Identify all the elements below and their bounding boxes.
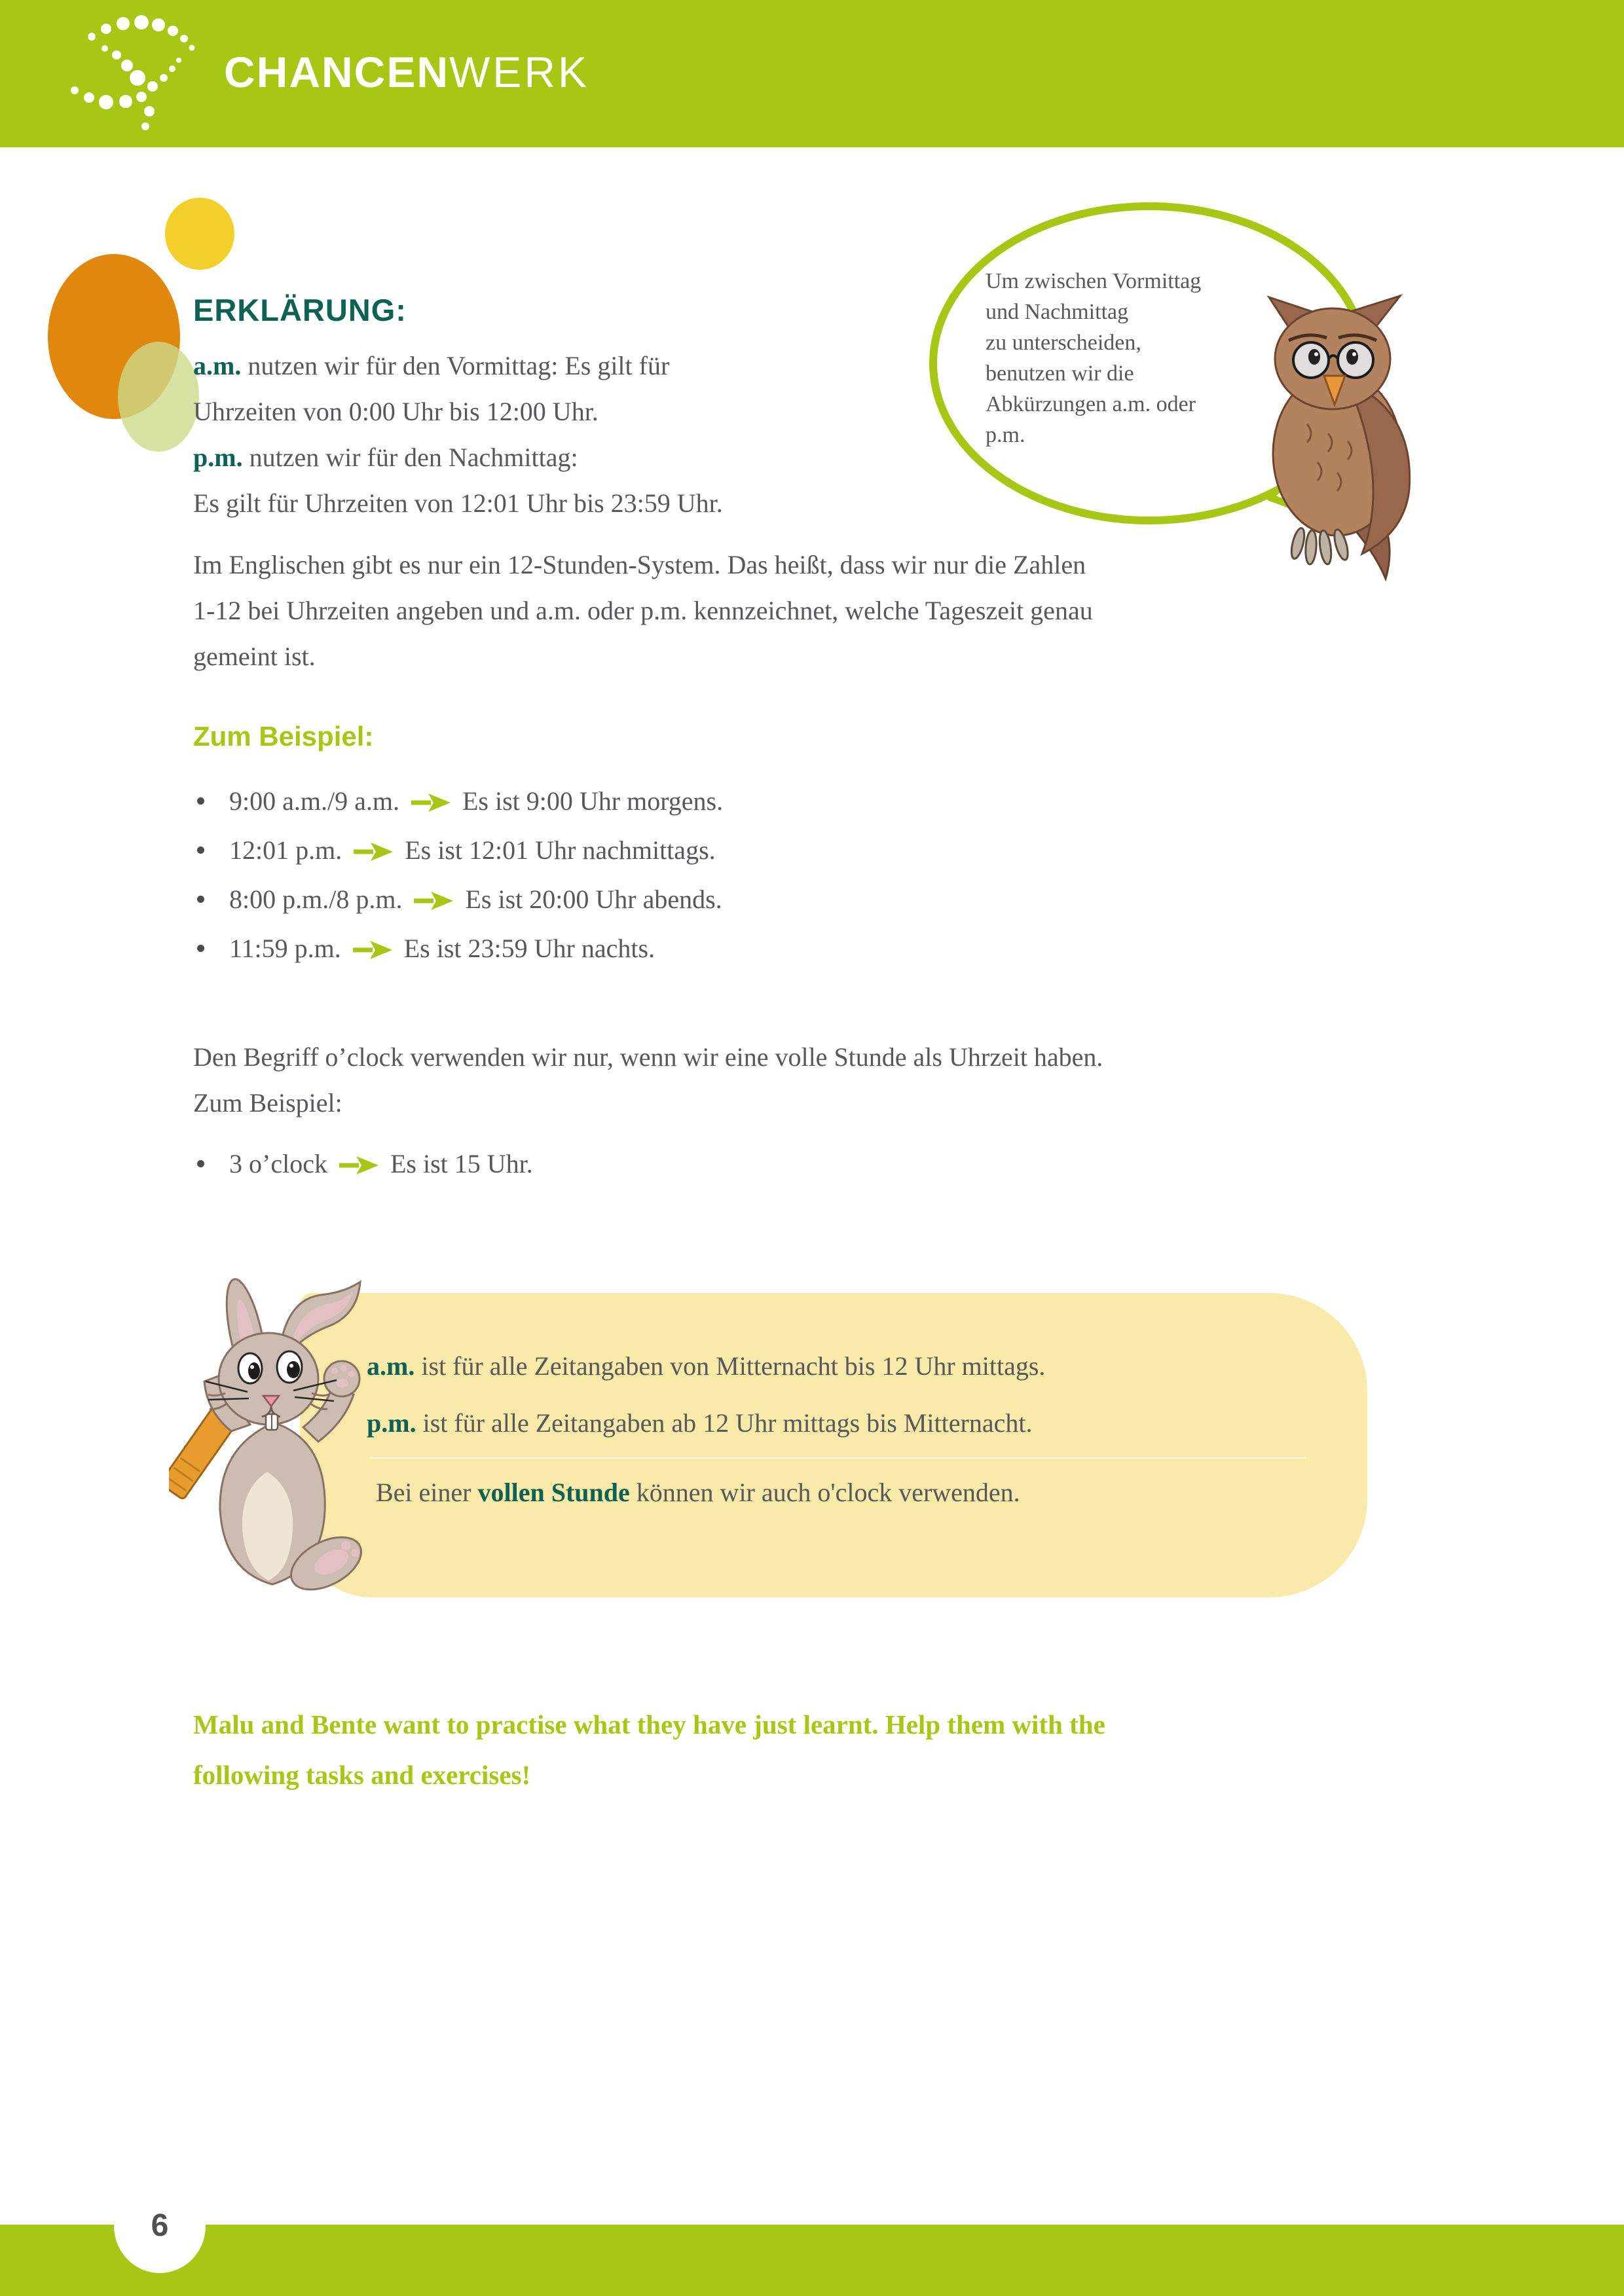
bullet-dot	[197, 847, 204, 854]
am-label: a.m.	[367, 1351, 415, 1381]
arrow-right-icon	[410, 792, 452, 814]
list-item: 11:59 p.m. Es ist 23:59 Uhr nachts.	[193, 924, 723, 973]
list-item: 12:01 p.m. Es ist 12:01 Uhr nachmittags.	[193, 826, 723, 875]
list-item: 3 o’clock Es ist 15 Uhr.	[193, 1139, 533, 1188]
arrow-right-icon	[352, 841, 394, 863]
chancenwerk-logo-icon	[65, 13, 213, 134]
brand-light: WERK	[449, 48, 589, 96]
decoration-yellow-circle	[165, 198, 234, 270]
bullet-dot	[197, 945, 204, 952]
footer-bar	[0, 2225, 1624, 2296]
bullet-dot	[197, 1160, 204, 1167]
bullet-dot	[197, 797, 204, 805]
arrow-right-icon	[338, 1154, 380, 1176]
arrow-right-icon	[352, 939, 394, 961]
paragraph-oclock: Den Begriff o’clock verwenden wir nur, wenn wir eine volle Stunde als Uhrzeit haben. Zum Beispiel:	[193, 1042, 1103, 1118]
list-item: 9:00 a.m./9 a.m. Es ist 9:00 Uhr morgens.	[193, 776, 723, 826]
page-title: ERKLÄRUNG:	[193, 293, 407, 327]
example-heading: Zum Beispiel:	[193, 721, 374, 752]
summary-line-pm: p.m. ist für alle Zeitangaben ab 12 Uhr mittags bis Mitternacht.	[367, 1408, 1033, 1438]
example-list	[193, 776, 723, 973]
am-label: a.m.	[193, 351, 242, 380]
rabbit-mascot-illustration	[169, 1275, 385, 1613]
summary-box	[300, 1293, 1367, 1597]
intro-text	[193, 343, 979, 526]
list-item: 8:00 p.m./8 p.m. Es ist 20:00 Uhr abends.	[193, 875, 723, 924]
owl-mascot-illustration	[1264, 293, 1444, 581]
pm-label: p.m.	[193, 443, 243, 472]
summary-line-am: a.m. ist für alle Zeitangaben von Mitternacht bis 12 Uhr mittags.	[367, 1351, 1046, 1381]
header-bar	[0, 0, 1624, 147]
intro-line: p.m. nutzen wir für den Nachmittag:	[193, 443, 578, 472]
paragraph-12h-system: Im Englischen gibt es nur ein 12-Stunden-System. Das heißt, dass wir nur die Zahlen 1-12 bei Uhrzeiten angeben und a.m. oder p.m. kennzeichnet, welche Tageszeit genau gemeint ist.	[193, 550, 1093, 671]
intro-line: Es gilt für Uhrzeiten von 12:01 Uhr bis 23:59 Uhr.	[193, 488, 723, 518]
cta-text: Malu and Bente want to practise what they have just learnt. Help them with the following tasks and exercises!	[193, 1709, 1105, 1790]
intro-line: Uhrzeiten von 0:00 Uhr bis 12:00 Uhr.	[193, 397, 599, 426]
summary-divider	[370, 1457, 1306, 1459]
brand-wordmark	[224, 47, 589, 97]
brand-bold: CHANCEN	[224, 48, 449, 96]
page-number: 6	[151, 2208, 169, 2243]
summary-line-oclock: Bei einer vollen Stunde können wir auch o'clock verwenden.	[376, 1478, 1020, 1507]
pm-label: p.m.	[367, 1408, 416, 1438]
speech-bubble-text: Um zwischen Vormittag und Nachmittag zu unterscheiden, benutzen wir die Abkürzungen a.m. oder p.m.	[986, 269, 1202, 447]
intro-line: a.m. nutzen wir für den Vormittag: Es gilt für	[193, 351, 670, 380]
decoration-palegreen-circle	[118, 342, 199, 452]
arrow-right-icon	[413, 890, 454, 912]
bullet-dot	[197, 896, 204, 903]
vollen-stunde-emphasis: vollen Stunde	[477, 1478, 630, 1507]
